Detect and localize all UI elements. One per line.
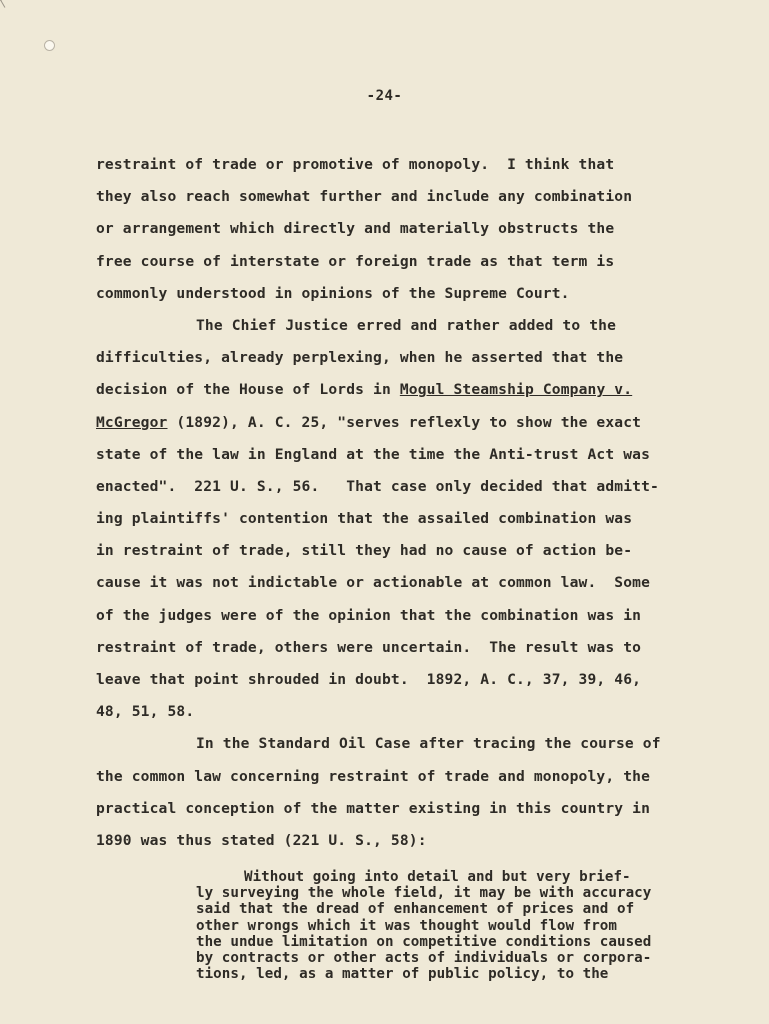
quote-line: by contracts or other acts of individuals or corpora-: [196, 949, 652, 966]
body-text: [96, 149, 716, 857]
text-line: [96, 374, 716, 406]
text-line: state of the law in England at the time the Anti-trust Act was: [96, 445, 651, 463]
corner-fold-mark: [0, 0, 12, 8]
quote-line: the undue limitation on competitive conditions caused: [196, 933, 652, 950]
text-line: practical conception of the matter existing in this country in: [96, 799, 651, 817]
text-line: they also reach somewhat further and include any combination: [96, 188, 633, 206]
punch-hole: [44, 40, 55, 51]
text-line: [96, 407, 716, 439]
text-line: restraint of trade, others were uncertain. The result was to: [96, 638, 642, 656]
paragraph-start: In the Standard Oil Case after tracing the course of: [196, 735, 661, 753]
text-line: in restraint of trade, still they had no cause of action be-: [96, 542, 633, 560]
quote-line: tions, led, as a matter of public policy, to the: [196, 966, 609, 983]
case-name: McGregor: [96, 413, 168, 431]
text-line: ing plaintiffs' contention that the assailed combination was: [96, 510, 633, 528]
text-line: commonly understood in opinions of the Supreme Court.: [96, 284, 570, 302]
quote-line: said that the dread of enhancement of prices and of: [196, 901, 635, 918]
block-quote: [196, 869, 736, 982]
quote-line: ly surveying the whole field, it may be with accuracy: [196, 885, 652, 902]
text-line: 1890 was thus stated (221 U. S., 58):: [96, 831, 427, 849]
quote-line: other wrongs which it was thought would flow from: [196, 917, 617, 934]
paragraph-start: The Chief Justice erred and rather added to the: [196, 316, 617, 334]
text-line: the common law concerning restraint of trade and monopoly, the: [96, 767, 651, 785]
text-line: 48, 51, 58.: [96, 703, 195, 721]
text-line: of the judges were of the opinion that the combination was in: [96, 606, 642, 624]
text-line: or arrangement which directly and materially obstructs the: [96, 220, 615, 238]
text-line: difficulties, already perplexing, when he asserted that the: [96, 349, 624, 367]
text-line: free course of interstate or foreign trade as that term is: [96, 252, 615, 270]
page-number: -24-: [366, 88, 403, 104]
text-line: cause it was not indictable or actionable at common law. Some: [96, 574, 651, 592]
text-span: (1892), A. C. 25, "serves reflexly to show the exact: [167, 413, 642, 431]
text-line: leave that point shrouded in doubt. 1892, A. C., 37, 39, 46,: [96, 671, 642, 688]
quote-line: Without going into detail and but very brief-: [244, 869, 631, 885]
text-span: decision of the House of Lords in: [96, 381, 400, 399]
case-name: Mogul Steamship Company v.: [399, 381, 633, 399]
text-line: enacted". 221 U. S., 56. That case only decided that admitt-: [96, 477, 659, 495]
text-line: restraint of trade or promotive of monopoly. I think that: [96, 156, 615, 173]
